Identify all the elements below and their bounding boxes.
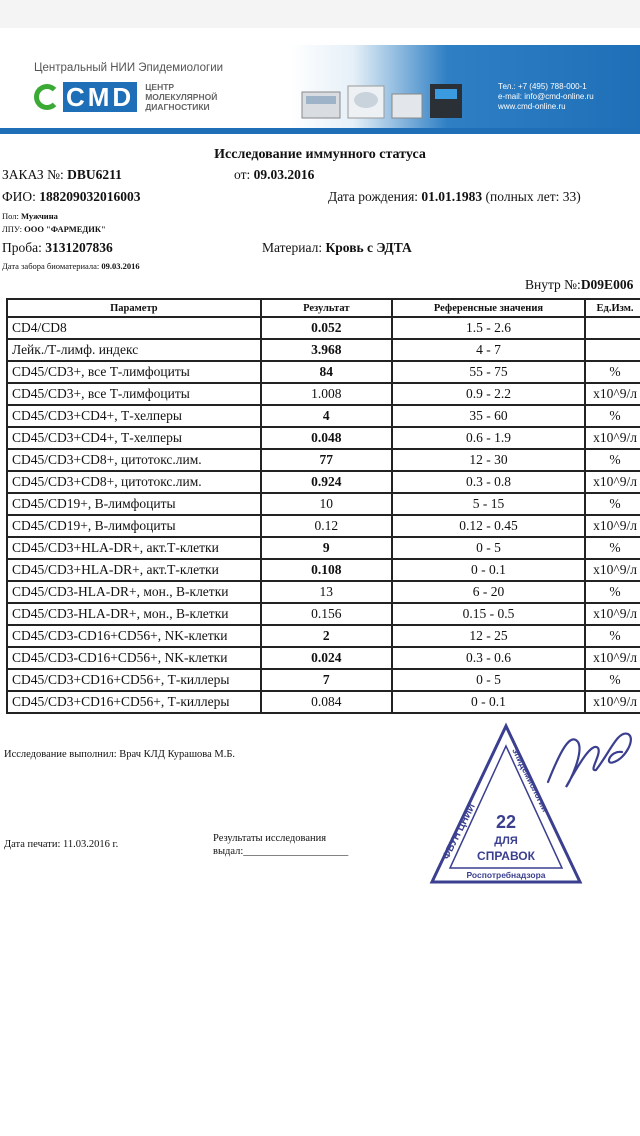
unit-cell: x10^9/л	[585, 691, 640, 713]
col-unit-header: Ед.Изм.	[585, 299, 640, 317]
unit-cell: x10^9/л	[585, 471, 640, 493]
param-cell: CD45/CD3+HLA-DR+, акт.Т-клетки	[7, 537, 261, 559]
collection-date: Дата забора биоматериала: 09.03.2016	[2, 261, 140, 271]
param-cell: CD45/CD3+, все Т-лимфоциты	[7, 361, 261, 383]
table-row	[7, 493, 640, 515]
result-cell: 1.008	[261, 383, 392, 405]
param-cell: CD45/CD3-CD16+CD56+, NK-клетки	[7, 625, 261, 647]
ref-cell: 1.5 - 2.6	[392, 317, 585, 339]
table-row	[7, 691, 640, 713]
ref-cell: 0 - 0.1	[392, 559, 585, 581]
unit-cell: x10^9/л	[585, 647, 640, 669]
result-cell: 3.968	[261, 339, 392, 361]
ref-cell: 0.15 - 0.5	[392, 603, 585, 625]
ref-cell: 12 - 30	[392, 449, 585, 471]
svg-text:ДЛЯ: ДЛЯ	[494, 835, 518, 847]
document-title: Исследование иммунного статуса	[214, 147, 426, 162]
unit-cell: x10^9/л	[585, 603, 640, 625]
org-name: Центральный НИИ Эпидемиологии	[34, 62, 224, 74]
unit-cell	[585, 339, 640, 361]
result-cell: 0.048	[261, 427, 392, 449]
order-number: ЗАКАЗ №: DBU6211	[2, 167, 122, 182]
param-cell: CD45/CD3+, все Т-лимфоциты	[7, 383, 261, 405]
unit-cell: x10^9/л	[585, 515, 640, 537]
table-row	[7, 383, 640, 405]
unit-cell: %	[585, 405, 640, 427]
unit-cell: %	[585, 669, 640, 691]
patient-fio: ФИО: 188209032016003	[2, 189, 141, 204]
ref-cell: 0 - 5	[392, 537, 585, 559]
param-cell: CD45/CD3+CD8+, цитотокс.лим.	[7, 471, 261, 493]
contacts: Тел.: +7 (495) 788-000-1 e-mail: info@cmd-online.ru www.cmd-online.ru	[498, 82, 594, 111]
result-cell: 9	[261, 537, 392, 559]
result-cell: 0.156	[261, 603, 392, 625]
unit-cell: x10^9/л	[585, 383, 640, 405]
letterhead	[0, 40, 640, 135]
ref-cell: 0.3 - 0.6	[392, 647, 585, 669]
ref-cell: 4 - 7	[392, 339, 585, 361]
param-cell: CD45/CD3-CD16+CD56+, NK-клетки	[7, 647, 261, 669]
table-row	[7, 537, 640, 559]
issued-by: Результаты исследования выдал:____________________	[213, 833, 349, 857]
ref-cell: 12 - 25	[392, 625, 585, 647]
param-cell: CD45/CD3+CD4+, Т-хелперы	[7, 427, 261, 449]
ref-cell: 35 - 60	[392, 405, 585, 427]
table-header-row	[7, 299, 640, 317]
birth-date: Дата рождения: 01.01.1983 (полных лет: 33)	[328, 189, 581, 204]
table-row	[7, 625, 640, 647]
ref-cell: 0 - 5	[392, 669, 585, 691]
result-cell: 0.108	[261, 559, 392, 581]
internal-number: Внутр №:D09E006	[525, 277, 634, 292]
probe-number: Проба: 3131207836	[2, 240, 113, 255]
unit-cell: x10^9/л	[585, 427, 640, 449]
table-row	[7, 361, 640, 383]
svg-text:Роспотребнадзора: Роспотребнадзора	[466, 870, 546, 880]
param-cell: CD45/CD3+CD16+CD56+, Т-киллеры	[7, 669, 261, 691]
param-cell: CD45/CD19+, В-лимфоциты	[7, 493, 261, 515]
param-cell: CD45/CD3+CD16+CD56+, Т-киллеры	[7, 691, 261, 713]
ref-cell: 0.12 - 0.45	[392, 515, 585, 537]
table-row	[7, 669, 640, 691]
param-cell: CD45/CD3-HLA-DR+, мон., В-клетки	[7, 603, 261, 625]
unit-cell: %	[585, 361, 640, 383]
ref-cell: 0 - 0.1	[392, 691, 585, 713]
result-cell: 0.12	[261, 515, 392, 537]
table-row	[7, 559, 640, 581]
status-bar	[0, 0, 640, 28]
unit-cell: %	[585, 537, 640, 559]
table-row	[7, 603, 640, 625]
lpu: ЛПУ: ООО "ФАРМЕДИК"	[2, 224, 106, 234]
table-row	[7, 405, 640, 427]
result-cell: 0.052	[261, 317, 392, 339]
signature	[540, 712, 640, 802]
ref-cell: 0.9 - 2.2	[392, 383, 585, 405]
table-row	[7, 471, 640, 493]
result-cell: 0.084	[261, 691, 392, 713]
param-cell: CD45/CD3+CD8+, цитотокс.лим.	[7, 449, 261, 471]
logo-letters: CMD	[63, 82, 137, 112]
table-row	[7, 647, 640, 669]
order-date: от: 09.03.2016	[234, 167, 315, 182]
col-param-header: Параметр	[7, 299, 261, 317]
svg-text:22: 22	[495, 812, 517, 832]
header-underline	[0, 128, 640, 134]
result-cell: 7	[261, 669, 392, 691]
unit-cell: %	[585, 581, 640, 603]
result-cell: 13	[261, 581, 392, 603]
result-cell: 0.924	[261, 471, 392, 493]
param-cell: CD45/CD3+CD4+, Т-хелперы	[7, 405, 261, 427]
table-row	[7, 339, 640, 361]
param-cell: CD45/CD3+HLA-DR+, акт.Т-клетки	[7, 559, 261, 581]
result-cell: 10	[261, 493, 392, 515]
table-row	[7, 515, 640, 537]
lab-equipment-icon	[300, 80, 470, 120]
unit-cell	[585, 317, 640, 339]
logo-ring-icon	[34, 84, 60, 110]
param-cell: CD4/CD8	[7, 317, 261, 339]
col-result-header: Результат	[261, 299, 392, 317]
patient-sex: Пол: Мужчина	[2, 211, 58, 221]
unit-cell: x10^9/л	[585, 559, 640, 581]
unit-cell: %	[585, 625, 640, 647]
svg-text:СПРАВОК: СПРАВОК	[477, 849, 535, 863]
print-date: Дата печати: 11.03.2016 г.	[4, 839, 119, 850]
ref-cell: 6 - 20	[392, 581, 585, 603]
ref-cell: 55 - 75	[392, 361, 585, 383]
results-table	[6, 298, 640, 714]
unit-cell: %	[585, 449, 640, 471]
svg-text:ФБУН ЦНИИ: ФБУН ЦНИИ	[440, 802, 478, 862]
table-row	[7, 581, 640, 603]
ref-cell: 0.6 - 1.9	[392, 427, 585, 449]
table-row	[7, 449, 640, 471]
table-row	[7, 317, 640, 339]
result-cell: 0.024	[261, 647, 392, 669]
col-ref-header: Референсные значения	[392, 299, 585, 317]
table-row	[7, 427, 640, 449]
param-cell: CD45/CD3-HLA-DR+, мон., В-клетки	[7, 581, 261, 603]
performed-by: Исследование выполнил: Врач КЛД Курашова М.Б.	[4, 749, 236, 760]
param-cell: Лейк./Т-лимф. индекс	[7, 339, 261, 361]
unit-cell: %	[585, 493, 640, 515]
result-cell: 2	[261, 625, 392, 647]
ref-cell: 5 - 15	[392, 493, 585, 515]
param-cell: CD45/CD19+, В-лимфоциты	[7, 515, 261, 537]
ref-cell: 0.3 - 0.8	[392, 471, 585, 493]
result-cell: 4	[261, 405, 392, 427]
logo-subtitle: ЦЕНТР МОЛЕКУЛЯРНОЙ ДИАГНОСТИКИ	[145, 82, 218, 112]
cmd-logo	[34, 82, 217, 112]
material: Материал: Кровь с ЭДТА	[262, 240, 412, 255]
result-cell: 77	[261, 449, 392, 471]
result-cell: 84	[261, 361, 392, 383]
svg-text:эпидемиологии: эпидемиологии	[510, 746, 551, 814]
